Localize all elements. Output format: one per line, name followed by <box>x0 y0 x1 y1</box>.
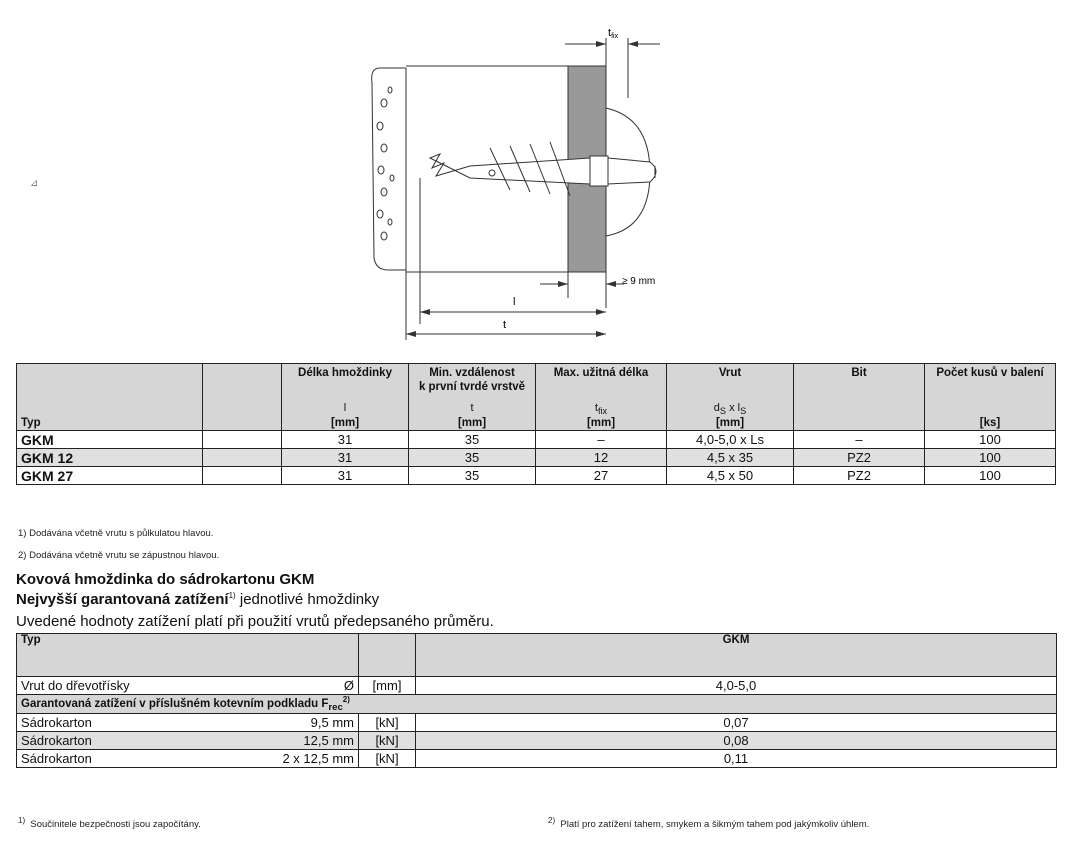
load-row-label: Sádrokarton 12,5 mm <box>17 732 359 750</box>
row-max-length: 27 <box>536 467 667 485</box>
row-screw: 4,5 x 50 <box>667 467 794 485</box>
screw-row-label: Vrut do dřevotřísky Ø <box>17 677 359 695</box>
load-row-label: Sádrokarton 9,5 mm <box>17 714 359 732</box>
load-row-unit: [kN] <box>359 750 416 768</box>
screw-row <box>17 677 1057 695</box>
row-screw: 4,0-5,0 x Ls <box>667 431 794 449</box>
row-min-distance: 35 <box>409 467 536 485</box>
min-depth-label: ≥ 9 mm <box>622 276 656 287</box>
load-table <box>16 633 1057 768</box>
l-dimension-label: l <box>513 296 516 308</box>
header-min-distance: Min. vzdálenost k první tvrdé vrstvě t [mm] <box>409 364 536 431</box>
section-title: Kovová hmoždinka do sádrokartonu GKM <box>16 571 315 588</box>
row-typ: GKM 27 <box>17 467 203 485</box>
row-quantity: 100 <box>925 467 1056 485</box>
screw-row-value: 4,0-5,0 <box>416 677 1057 695</box>
row-quantity: 100 <box>925 449 1056 467</box>
row-empty <box>203 431 282 449</box>
row-typ: GKM <box>17 431 203 449</box>
load-row-value: 0,07 <box>416 714 1057 732</box>
row-quantity: 100 <box>925 431 1056 449</box>
corner-mark: ⊿ <box>30 178 39 189</box>
header-quantity: Počet kusů v balení [ks] <box>925 364 1056 431</box>
row-length: 31 <box>282 467 409 485</box>
footnote-load-direction: $^{2)}$ Platí pro zatížení tahem, smykem a šikmým tahem pod jakýmkoliv úhlem. <box>548 816 870 831</box>
header-length: Délka hmoždinky l [mm] <box>282 364 409 431</box>
load-header-typ: Typ <box>17 634 359 677</box>
table-row <box>17 431 1056 449</box>
section-subtitle: Nejvyšší garantovaná zatížení$^{1)}$ jednotlivé hmoždinky <box>16 591 380 608</box>
row-max-length: – <box>536 431 667 449</box>
table-row <box>17 750 1057 768</box>
row-length: 31 <box>282 449 409 467</box>
load-section-row <box>17 695 1057 714</box>
row-bit: PZ2 <box>794 449 925 467</box>
table-row <box>17 449 1056 467</box>
header-max-length: Max. užitná délka $t_{fix}$ [mm] <box>536 364 667 431</box>
t-dimension-label: t <box>503 319 507 331</box>
load-header-row <box>17 634 1057 677</box>
row-empty <box>203 467 282 485</box>
row-empty <box>203 449 282 467</box>
table-row <box>17 732 1057 750</box>
screw-row-unit: [mm] <box>359 677 416 695</box>
specification-table <box>16 363 1056 485</box>
load-row-value: 0,11 <box>416 750 1057 768</box>
load-row-unit: [kN] <box>359 732 416 750</box>
row-min-distance: 35 <box>409 431 536 449</box>
footnote-1: 1) Dodávána včetně vrutu s půlkulatou hlavou. <box>18 528 214 539</box>
table-row <box>17 714 1057 732</box>
row-max-length: 12 <box>536 449 667 467</box>
row-min-distance: 35 <box>409 449 536 467</box>
header-screw: Vrut $d_S$ x $l_S$ [mm] <box>667 364 794 431</box>
load-header-gkm: GKM <box>416 634 1057 677</box>
table-row <box>17 467 1056 485</box>
t-fix-label: tfix <box>608 27 619 40</box>
header-empty <box>203 364 282 431</box>
load-row-value: 0,08 <box>416 732 1057 750</box>
section-note: Uvedené hodnoty zatížení platí při použití vrutů předepsaného průměru. <box>16 613 494 630</box>
row-bit: PZ2 <box>794 467 925 485</box>
load-header-empty <box>359 634 416 677</box>
row-bit: – <box>794 431 925 449</box>
load-section-label: Garantovaná zatížení v příslušném kotevním podkladu $F_{rec}^{2)}$ <box>17 695 1057 714</box>
load-row-unit: [kN] <box>359 714 416 732</box>
dowel-installation-diagram <box>360 8 700 354</box>
row-typ: GKM 12 <box>17 449 203 467</box>
header-typ: Typ <box>17 364 203 431</box>
footnote-safety: $^{1)}$ Součinitele bezpečnosti jsou započítány. <box>18 816 201 831</box>
row-length: 31 <box>282 431 409 449</box>
row-screw: 4,5 x 35 <box>667 449 794 467</box>
footnote-2: 2) Dodávána včetně vrutu se zápustnou hlavou. <box>18 550 220 561</box>
header-bit: Bit <box>794 364 925 431</box>
load-row-label: Sádrokarton 2 x 12,5 mm <box>17 750 359 768</box>
